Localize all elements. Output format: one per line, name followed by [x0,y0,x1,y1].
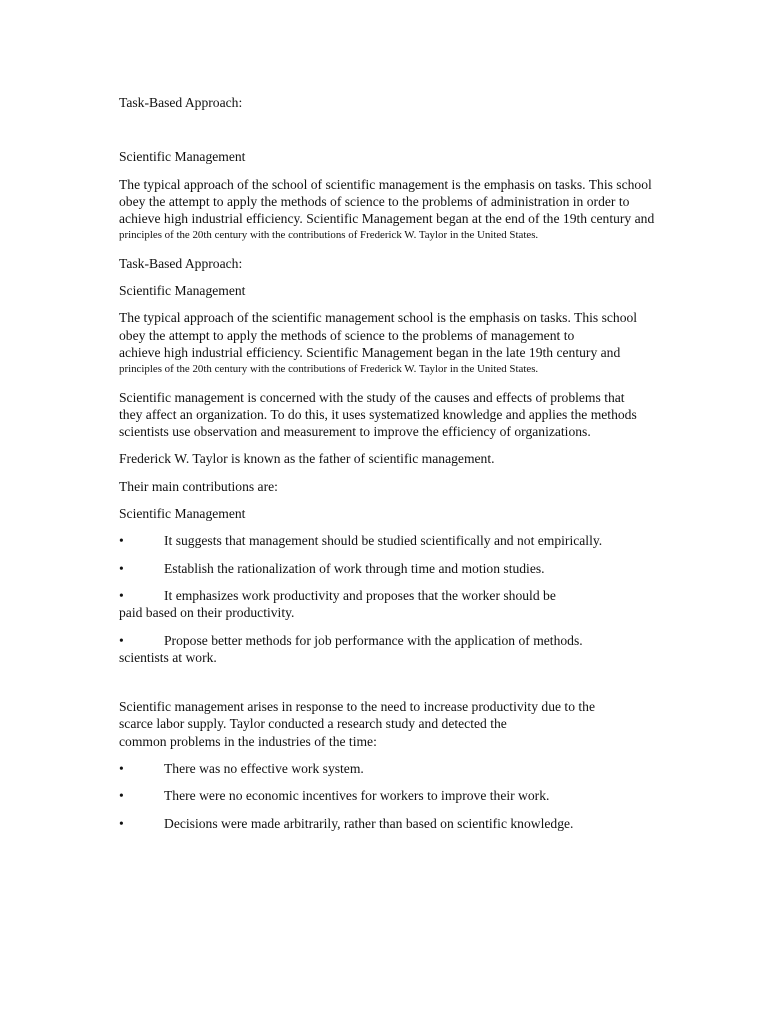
list-item [119,587,689,604]
paragraph-line: achieve high industrial efficiency. Scientific Management began at the end of the 19th century and [119,211,655,227]
document-body [119,94,689,832]
list-item-continuation: scientists at work. [119,649,217,665]
list-item [119,560,689,577]
list-item-text: Propose better methods for job performance with the application of methods. [164,632,583,648]
list-item-text: It suggests that management should be studied scientifically and not empirically. [164,533,603,549]
list-item-text: There were no economic incentives for workers to improve their work. [164,788,550,804]
bullet-icon: • [119,632,124,648]
list-item [119,787,689,804]
list-item-text: Decisions were made arbitrarily, rather than based on scientific knowledge. [164,815,574,831]
contributions-intro-line: Their main contributions are: [119,478,278,494]
bullet-icon: • [119,815,124,831]
paragraph-line: Scientific management arises in response to the need to increase productivity due to the [119,699,596,715]
bullet-icon: • [119,587,124,603]
list-item [119,760,689,777]
paragraph-line: they affect an organization. To do this, it uses systematized knowledge and applies the methods [119,406,637,422]
spacer [119,111,689,148]
spacer [119,577,689,587]
subheading-scientific-management-3: Scientific Management [119,506,246,522]
spacer [119,440,689,450]
paragraph-line: The typical approach of the scientific management school is the emphasis on tasks. This school [119,310,638,326]
problems-list [119,760,689,832]
spacer [119,245,689,255]
spacer [119,522,689,532]
spacer [119,468,689,478]
list-item-continuation: paid based on their productivity. [119,605,295,621]
spacer [119,272,689,282]
bullet-icon: • [119,761,124,777]
spacer [119,666,689,698]
paragraph-line-small: principles of the 20th century with the contributions of Frederick W. Taylor in the United States. [119,229,539,242]
paragraph-line: obey the attempt to apply the methods of science to the problems of management to [119,327,575,343]
spacer [119,379,689,389]
paragraph-2 [119,309,689,378]
paragraph-line-small: principles of the 20th century with the contributions of Frederick W. Taylor in the United States. [119,363,539,376]
paragraph-3 [119,389,689,441]
paragraph-line: Scientific management is concerned with the study of the causes and effects of problems that [119,389,625,405]
father-of-scientific-management-line: Frederick W. Taylor is known as the father of scientific management. [119,451,495,467]
bullet-icon: • [119,788,124,804]
paragraph-line: The typical approach of the school of scientific management is the emphasis on tasks. This school [119,176,652,192]
list-item-text: There was no effective work system. [164,761,364,777]
spacer [119,750,689,760]
paragraph-1 [119,176,689,245]
contributions-list [119,532,689,666]
bullet-icon: • [119,533,124,549]
bullet-icon: • [119,560,124,576]
paragraph-line: achieve high industrial efficiency. Scientific Management began in the late 19th century and [119,344,621,360]
spacer [119,622,689,632]
list-item [119,815,689,832]
spacer [119,166,689,176]
paragraph-line: obey the attempt to apply the methods of science to the problems of administration in order to [119,193,630,209]
paragraph-line: scarce labor supply. Taylor conducted a research study and detected the [119,716,507,732]
subheading-scientific-management: Scientific Management [119,149,246,165]
paragraph-line: common problems in the industries of the time: [119,733,377,749]
spacer [119,777,689,787]
spacer [119,495,689,505]
subheading-scientific-management-2: Scientific Management [119,283,246,299]
list-item [119,532,689,549]
paragraph-line: scientists use observation and measurement to improve the efficiency of organizations. [119,424,591,440]
spacer [119,805,689,815]
section-heading-task-based-approach-2: Task-Based Approach: [119,255,243,271]
list-item [119,632,689,649]
section-heading-task-based-approach: Task-Based Approach: [119,95,243,110]
spacer [119,550,689,560]
list-item-text: It emphasizes work productivity and proposes that the worker should be [164,587,556,603]
spacer [119,299,689,309]
list-item-text: Establish the rationalization of work through time and motion studies. [164,560,545,576]
paragraph-4 [119,698,689,750]
